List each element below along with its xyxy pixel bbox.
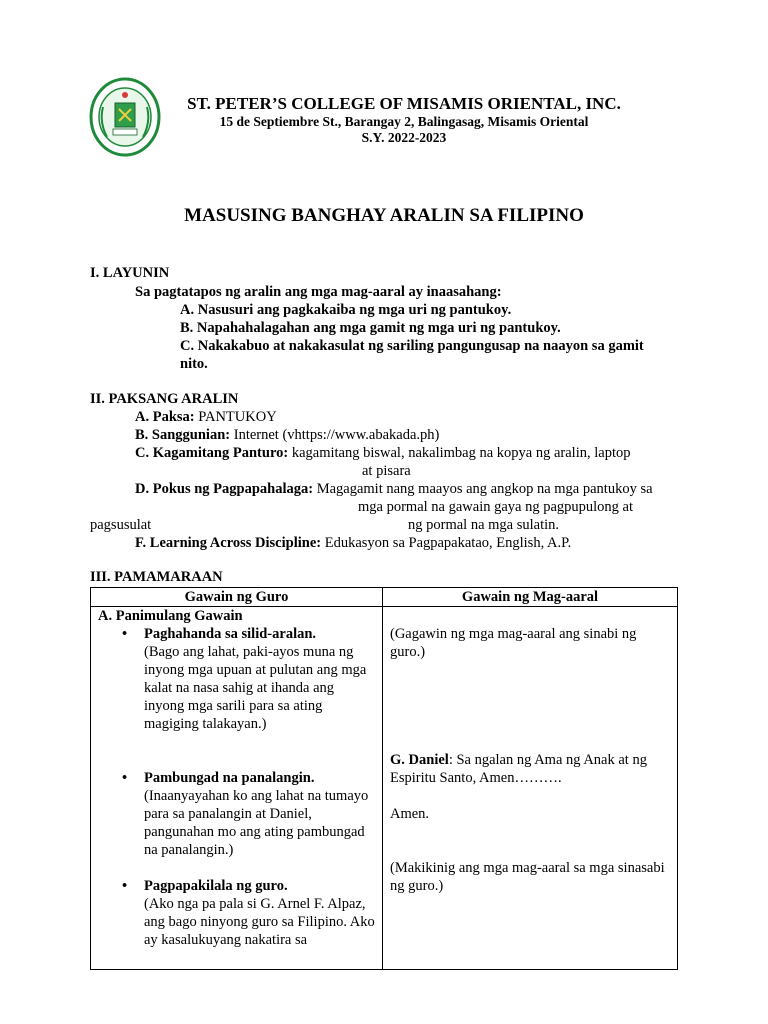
list-item <box>98 769 375 787</box>
section-heading-paksang-aralin: II. PAKSANG ARALIN <box>90 391 239 407</box>
bullet-icon: • <box>122 626 128 642</box>
student-response: G. Daniel: Sa ngalan ng Ama ng Anak at ng Espiritu Santo, Amen………. <box>390 752 647 786</box>
section-heading-layunin: I. LAYUNIN <box>90 265 170 281</box>
column-header-student: Gawain ng Mag-aaral <box>383 588 678 607</box>
student-activities-cell <box>383 607 678 970</box>
student-response: (Makikinig ang mga mag-aaral sa mga sinasabi ng guro.) <box>390 860 665 894</box>
document-title: MASUSING BANGHAY ARALIN SA FILIPINO <box>184 205 584 226</box>
teacher-activities-cell <box>91 607 383 970</box>
objective-c: C. Nakakabuo at nakakasulat ng sariling pangungusap na naayon sa gamit <box>180 338 644 354</box>
activity-title: Pambungad na panalangin. <box>144 770 315 786</box>
table-row <box>91 607 678 970</box>
lesson-plan-table <box>90 587 678 970</box>
school-address: 15 de Septiembre St., Barangay 2, Balingasag, Misamis Oriental <box>219 114 589 129</box>
pokus-continued-1: mga pormal na gawain gaya ng pagpupulong at <box>358 499 634 515</box>
paksa-line: A. Paksa: PANTUKOY <box>135 409 277 425</box>
pokus-ng-pagpapahalaga-line: D. Pokus ng Pagpapahalaga: Magagamit nang maayos ang angkop na mga pantukoy sa <box>135 481 653 497</box>
bullet-icon: • <box>122 770 128 786</box>
objective-b: B. Napahahalagahan ang mga gamit ng mga uri ng pantukoy. <box>180 320 561 336</box>
activity-note: (Inaanyayahan ko ang lahat na tumayo para sa panalangin at Daniel, pangunahan mo ang ating pambungad na panalangin.) <box>144 788 369 858</box>
activity-title: Pagpapakilala ng guro <box>144 878 284 894</box>
sub-heading-panimulang-gawain: A. Panimulang Gawain <box>98 608 243 624</box>
bullet-icon: • <box>122 878 128 894</box>
list-item <box>98 625 375 643</box>
student-response: (Gagawin ng mga mag-aaral ang sinabi ng guro.) <box>390 626 637 660</box>
objective-a: A. Nasusuri ang pagkakaiba ng mga uri ng pantukoy. <box>180 302 512 318</box>
list-item: • Pagpapakilala ng guro. <box>122 878 288 894</box>
activity-note: (Ako nga pa pala si G. Arnel F. Alpaz, ang bago ninyong guro sa Filipino. Ako ay kasalukuyang nakatira sa <box>144 896 375 948</box>
layunin-intro: Sa pagtatapos ng aralin ang mga mag-aaral ay inaasahang: <box>135 284 502 300</box>
sanggunian-line: B. Sanggunian: Internet (vhttps://www.abakada.ph) <box>135 427 440 443</box>
activity-note: (Bago ang lahat, paki-ayos muna ng inyong mga upuan at pulutan ang mga kalat na nasa sahig at ihanda ang inyong mga sarili para sa ating magiging talakayan.) <box>144 644 367 732</box>
section-heading-pamamaraan: III. PAMAMARAAN <box>90 569 223 585</box>
pokus-continued-2b: ng pormal na mga sulatin. <box>408 517 560 533</box>
kagamitang-panturo-line: C. Kagamitang Panturo: kagamitang biswal, nakalimbag na kopya ng aralin, laptop <box>135 445 631 461</box>
school-year: S.Y. 2022-2023 <box>361 130 447 145</box>
kagamitang-panturo-continued: at pisara <box>362 463 411 479</box>
pokus-continued-2a: pagsusulat <box>90 517 152 533</box>
activity-title: Paghahanda sa silid-aralan. <box>144 626 317 642</box>
column-header-teacher: Gawain ng Guro <box>91 588 383 607</box>
learning-across-discipline-line: F. Learning Across Discipline: Edukasyon sa Pagpapakatao, English, A.P. <box>135 535 572 551</box>
school-name: ST. PETER’S COLLEGE OF MISAMIS ORIENTAL, INC. <box>187 94 621 113</box>
objective-c-continued: nito. <box>180 356 208 372</box>
student-response-extra: Amen. <box>390 806 430 822</box>
